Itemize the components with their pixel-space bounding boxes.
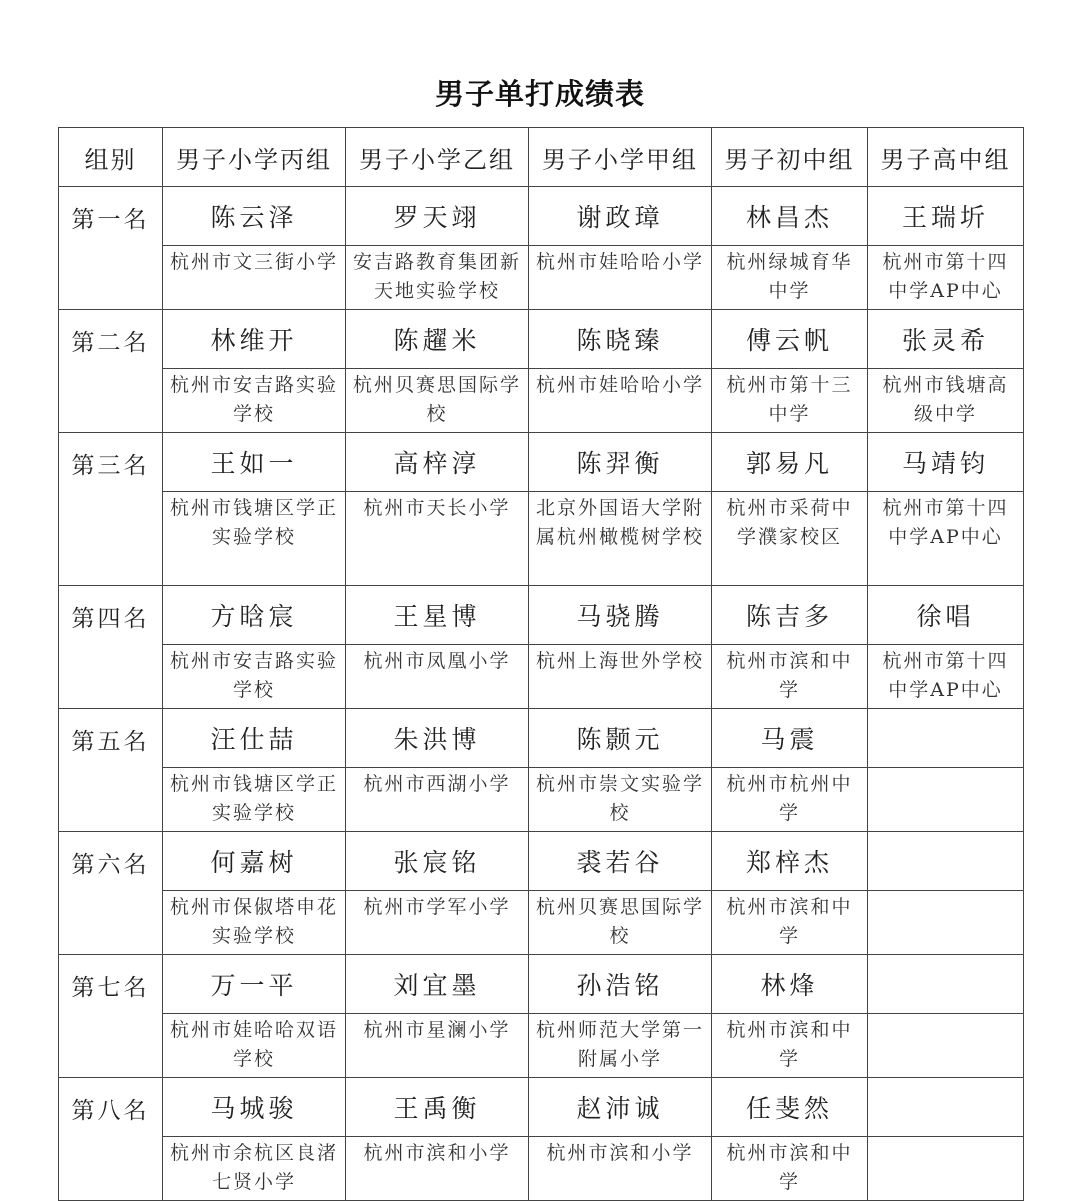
- player-name: [868, 709, 1024, 768]
- header-cell: 男子小学乙组: [346, 128, 529, 187]
- player-name: 陈趯米: [346, 310, 529, 369]
- school-name: 杭州市钱塘区学正实验学校: [163, 492, 346, 586]
- player-name: 任斐然: [712, 1078, 868, 1137]
- player-name: 方晗宸: [163, 586, 346, 645]
- table-row: [59, 645, 1024, 709]
- player-name: 马震: [712, 709, 868, 768]
- school-name: 杭州市钱塘高级中学: [868, 369, 1024, 433]
- table-row: [59, 709, 1024, 768]
- rank-cell: 第一名: [59, 187, 163, 310]
- school-name: 杭州市滨和小学: [346, 1137, 529, 1201]
- table-row: [59, 1137, 1024, 1201]
- school-name: 安吉路教育集团新天地实验学校: [346, 246, 529, 310]
- player-name: [868, 1078, 1024, 1137]
- player-name: 张灵希: [868, 310, 1024, 369]
- player-name: 王禹衡: [346, 1078, 529, 1137]
- rank-cell: 第四名: [59, 586, 163, 709]
- player-name: 赵沛诚: [529, 1078, 712, 1137]
- player-name: 陈云泽: [163, 187, 346, 246]
- school-name: 杭州市滨和中学: [712, 891, 868, 955]
- player-name: 陈晓臻: [529, 310, 712, 369]
- school-name: [868, 1014, 1024, 1078]
- school-name: 杭州师范大学第一附属小学: [529, 1014, 712, 1078]
- school-name: 杭州市采荷中学濮家校区: [712, 492, 868, 586]
- school-name: 杭州市学军小学: [346, 891, 529, 955]
- player-name: 郑梓杰: [712, 832, 868, 891]
- school-name: 杭州市第十四中学AP中心: [868, 492, 1024, 586]
- school-name: 杭州市凤凰小学: [346, 645, 529, 709]
- rank-cell: 第八名: [59, 1078, 163, 1201]
- header-row: [59, 128, 1024, 187]
- school-name: 杭州市娃哈哈小学: [529, 369, 712, 433]
- table-row: [59, 891, 1024, 955]
- school-name: 杭州市娃哈哈小学: [529, 246, 712, 310]
- header-cell: 组别: [59, 128, 163, 187]
- school-name: 杭州市钱塘区学正实验学校: [163, 768, 346, 832]
- school-name: 杭州市西湖小学: [346, 768, 529, 832]
- table-row: [59, 768, 1024, 832]
- school-name: 杭州市保俶塔申花实验学校: [163, 891, 346, 955]
- header-cell: 男子高中组: [868, 128, 1024, 187]
- table-row: [59, 433, 1024, 492]
- school-name: 杭州市天长小学: [346, 492, 529, 586]
- school-name: 杭州市安吉路实验学校: [163, 645, 346, 709]
- school-name: [868, 768, 1024, 832]
- school-name: 杭州市第十四中学AP中心: [868, 246, 1024, 310]
- player-name: 万一平: [163, 955, 346, 1014]
- school-name: 杭州市娃哈哈双语学校: [163, 1014, 346, 1078]
- table-row: [59, 955, 1024, 1014]
- school-name: [868, 1137, 1024, 1201]
- player-name: [868, 832, 1024, 891]
- player-name: 傅云帆: [712, 310, 868, 369]
- player-name: 林烽: [712, 955, 868, 1014]
- player-name: 王如一: [163, 433, 346, 492]
- player-name: 张宸铭: [346, 832, 529, 891]
- school-name: 杭州市滨和中学: [712, 645, 868, 709]
- school-name: [868, 891, 1024, 955]
- rank-cell: 第五名: [59, 709, 163, 832]
- school-name: 杭州市滨和中学: [712, 1014, 868, 1078]
- table-row: [59, 1014, 1024, 1078]
- school-name: 杭州市第十四中学AP中心: [868, 645, 1024, 709]
- player-name: 刘宜墨: [346, 955, 529, 1014]
- player-name: 郭易凡: [712, 433, 868, 492]
- table-row: [59, 310, 1024, 369]
- player-name: 陈羿衡: [529, 433, 712, 492]
- player-name: 汪仕喆: [163, 709, 346, 768]
- school-name: 杭州市滨和中学: [712, 1137, 868, 1201]
- player-name: 徐唱: [868, 586, 1024, 645]
- player-name: 陈颢元: [529, 709, 712, 768]
- table-row: [59, 492, 1024, 586]
- rank-cell: 第六名: [59, 832, 163, 955]
- player-name: 孙浩铭: [529, 955, 712, 1014]
- table-row: [59, 187, 1024, 246]
- school-name: 杭州市余杭区良渚七贤小学: [163, 1137, 346, 1201]
- player-name: [868, 955, 1024, 1014]
- table-row: [59, 832, 1024, 891]
- school-name: 杭州市第十三中学: [712, 369, 868, 433]
- table-row: [59, 246, 1024, 310]
- school-name: 杭州绿城育华中学: [712, 246, 868, 310]
- rank-cell: 第三名: [59, 433, 163, 586]
- header-cell: 男子小学甲组: [529, 128, 712, 187]
- rank-cell: 第七名: [59, 955, 163, 1078]
- school-name: 杭州市崇文实验学校: [529, 768, 712, 832]
- results-table: [58, 127, 1024, 1201]
- player-name: 林昌杰: [712, 187, 868, 246]
- school-name: 杭州市文三街小学: [163, 246, 346, 310]
- player-name: 王星博: [346, 586, 529, 645]
- player-name: 马骁腾: [529, 586, 712, 645]
- page-title: 男子单打成绩表: [434, 77, 645, 111]
- header-cell: 男子小学丙组: [163, 128, 346, 187]
- school-name: 杭州贝赛思国际学校: [346, 369, 529, 433]
- player-name: 马城骏: [163, 1078, 346, 1137]
- school-name: 杭州上海世外学校: [529, 645, 712, 709]
- player-name: 陈吉多: [712, 586, 868, 645]
- rank-cell: 第二名: [59, 310, 163, 433]
- school-name: 北京外国语大学附属杭州橄榄树学校: [529, 492, 712, 586]
- player-name: 王瑞圻: [868, 187, 1024, 246]
- player-name: 马靖钧: [868, 433, 1024, 492]
- school-name: 杭州市杭州中学: [712, 768, 868, 832]
- player-name: 高梓淳: [346, 433, 529, 492]
- school-name: 杭州市安吉路实验学校: [163, 369, 346, 433]
- header-cell: 男子初中组: [712, 128, 868, 187]
- school-name: 杭州市星澜小学: [346, 1014, 529, 1078]
- school-name: 杭州贝赛思国际学校: [529, 891, 712, 955]
- table-row: [59, 586, 1024, 645]
- player-name: 林维开: [163, 310, 346, 369]
- player-name: 罗天翊: [346, 187, 529, 246]
- player-name: 谢政璋: [529, 187, 712, 246]
- player-name: 朱洪博: [346, 709, 529, 768]
- table-row: [59, 1078, 1024, 1137]
- player-name: 何嘉树: [163, 832, 346, 891]
- player-name: 裘若谷: [529, 832, 712, 891]
- school-name: 杭州市滨和小学: [529, 1137, 712, 1201]
- table-row: [59, 369, 1024, 433]
